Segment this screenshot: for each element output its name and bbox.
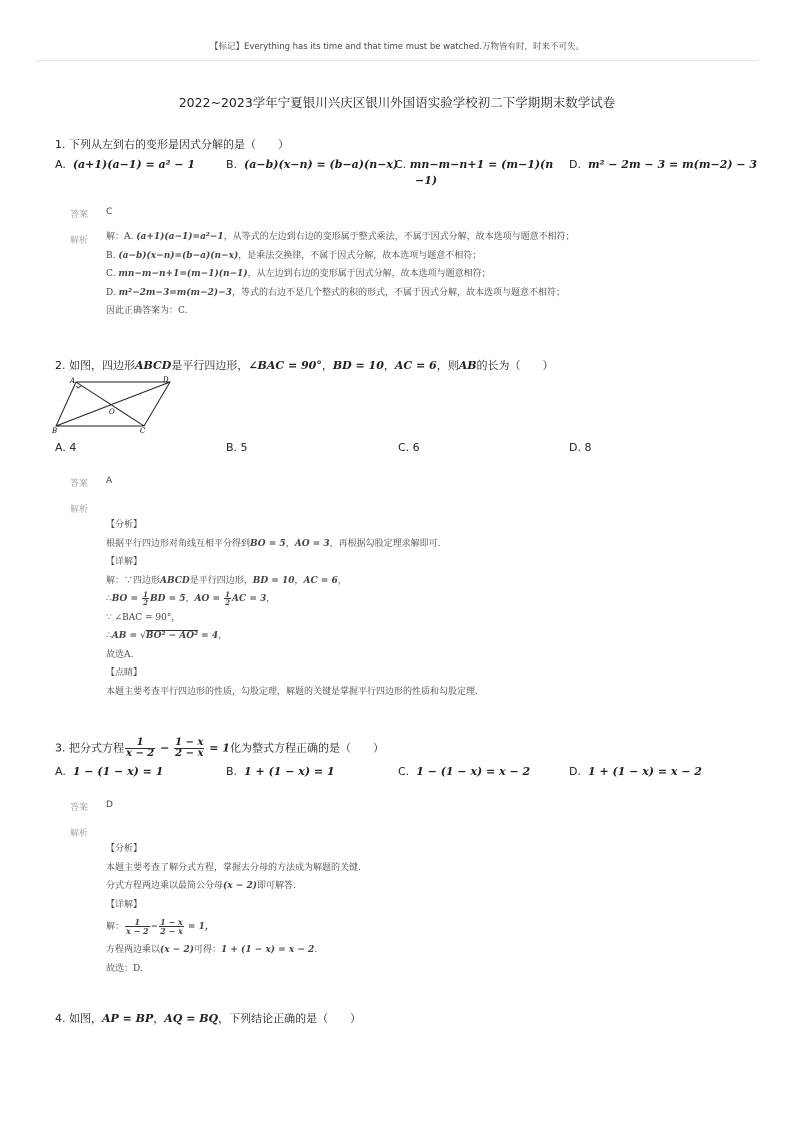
figure-label-d: D: [163, 376, 169, 384]
q1-option-a[interactable]: [55, 157, 195, 173]
q1-solution: 解：A. (a+1)(a−1)=a²−1，从等式的左边到右边的变形属于整式乘法，不属于因式分解，故本选项与题意不相符； B. (a−b)(x−n)=(b−a)(n−x)，是乘法交换律，不属于因式分解，故本选项与题意不相符； C. mn−m−n+1=(m−1)(n−1)，从左边到右边的变形属于因式分解，故本选项与题意相符； D. m²−2m−3=m(m−2)−3，等式的右边不是几个整式的积的形式，不属于因式分解，故本选项与题意不相符； 因此正确答案为：C.: [106, 232, 575, 316]
q2-option-d[interactable]: D. 8: [569, 441, 592, 454]
q1-option-d-math: m² − 2m − 3 = m(m−2) − 3: [587, 158, 758, 171]
q3-solution: 【分析】 本题主要考查了解分式方程，掌握去分母的方法成为解题的关键. 分式方程两边乘以最简公分母(x − 2)即可解答. 【详解】 解： $\frac{1}{x - 2}$ − $\frac{1 - x}{2 - x}$ = 1， 方程两边乘以(x − 2)可得：1 + (1 − x) = x − 2. 故选：D.: [106, 844, 361, 974]
q1-option-b-tag: B.: [226, 158, 238, 171]
q3-analysis-label: 解析: [70, 829, 89, 839]
figure-label-c: C: [140, 427, 146, 434]
q1-option-d[interactable]: [569, 157, 757, 173]
q3-option-d[interactable]: D. 1 + (1 − x) = x − 2: [569, 765, 702, 778]
q2-analysis-label: 解析: [70, 505, 89, 515]
q3-answer-value: D: [106, 800, 113, 810]
parallelogram-figure: [52, 376, 182, 434]
q1-option-d-tag: D.: [569, 158, 581, 171]
q2-answer-value: A: [106, 476, 113, 486]
q2-solution: 【分析】 根据平行四边形对角线互相平分得到BO = 5，AO = 3，再根据勾股定理求解即可. 【详解】 解：∵四边形ABCD是平行四边形，BD = 10，AC = 6， ∴BO = $\frac{1}{2}$ BD = 5，AO = $\frac{1}{2}$ AC = 3， ∵ ∠BAC = 90°， ∴AB = √BO² − AO² = 4， 故选A. 【点睛】 本题主要考查平行四边形的性质，勾股定理，解题的关键是掌握平行四边形的性质和勾股定理.: [106, 520, 478, 697]
header-motto: 【标记】Everything has its time and that time must be watched.万物皆有时，时来不可失。: [209, 42, 585, 52]
q1-option-a-tag: A.: [55, 158, 66, 171]
q2-option-c[interactable]: C. 6: [398, 441, 420, 454]
q3-option-b-math: 1 + (1 − x) = 1: [244, 765, 335, 778]
q2-stem: 2. 如图，四边形ABCD是平行四边形，∠BAC = 90°，BD = 10，AC = 6，则AB的长为（ ）: [55, 359, 554, 372]
q2-option-a[interactable]: A. 4: [55, 441, 77, 454]
q3-option-c[interactable]: C. 1 − (1 − x) = x − 2: [398, 765, 531, 778]
page-title: 2022~2023学年宁夏银川兴庆区银川外国语实验学校初二下学期期末数学试卷: [178, 95, 616, 110]
q3-option-a[interactable]: A. 1 − (1 − x) = 1: [55, 765, 164, 778]
q3-stem: 3. 把分式方程 $\frac{1}{x - 2}$ − $\frac{1 - x}{2 - x}$ = 1化为整式方程正确的是（ ）: [55, 737, 384, 759]
q3-option-b[interactable]: B. 1 + (1 − x) = 1: [226, 765, 335, 778]
q1-answer-value: C: [106, 207, 113, 217]
q1-option-c[interactable]: [395, 157, 553, 189]
q1-option-c-math-line2: −1): [415, 174, 438, 187]
figure-label-o: O: [109, 408, 115, 416]
q3-option-c-math: 1 − (1 − x) = x − 2: [416, 765, 531, 778]
q1-option-c-math-line1: mn−m−n+1 = (m−1)(n: [409, 158, 554, 171]
q1-option-b[interactable]: [226, 157, 398, 173]
q2-answer-label: 答案: [70, 479, 89, 489]
q3-option-d-math: 1 + (1 − x) = x − 2: [587, 765, 702, 778]
q1-answer-label: 答案: [70, 210, 89, 220]
q2-option-b[interactable]: B. 5: [226, 441, 248, 454]
figure-label-a: A: [70, 377, 76, 385]
q1-option-b-math: (a−b)(x−n) = (b−a)(n−x): [244, 158, 399, 171]
figure-label-b: B: [52, 427, 58, 434]
q1-option-c-tag: C.: [395, 158, 407, 171]
q1-analysis-label: 解析: [70, 236, 89, 246]
q1-stem: 1. 下列从左到右的变形是因式分解的是（ ）: [55, 138, 289, 151]
q4-stem: 4. 如图，AP = BP，AQ = BQ，下列结论正确的是（ ）: [55, 1012, 362, 1025]
q1-option-a-math: (a+1)(a−1) = a² − 1: [72, 158, 195, 171]
q3-answer-label: 答案: [70, 803, 89, 813]
header-divider: [36, 60, 758, 61]
q3-option-a-math: 1 − (1 − x) = 1: [72, 765, 164, 778]
